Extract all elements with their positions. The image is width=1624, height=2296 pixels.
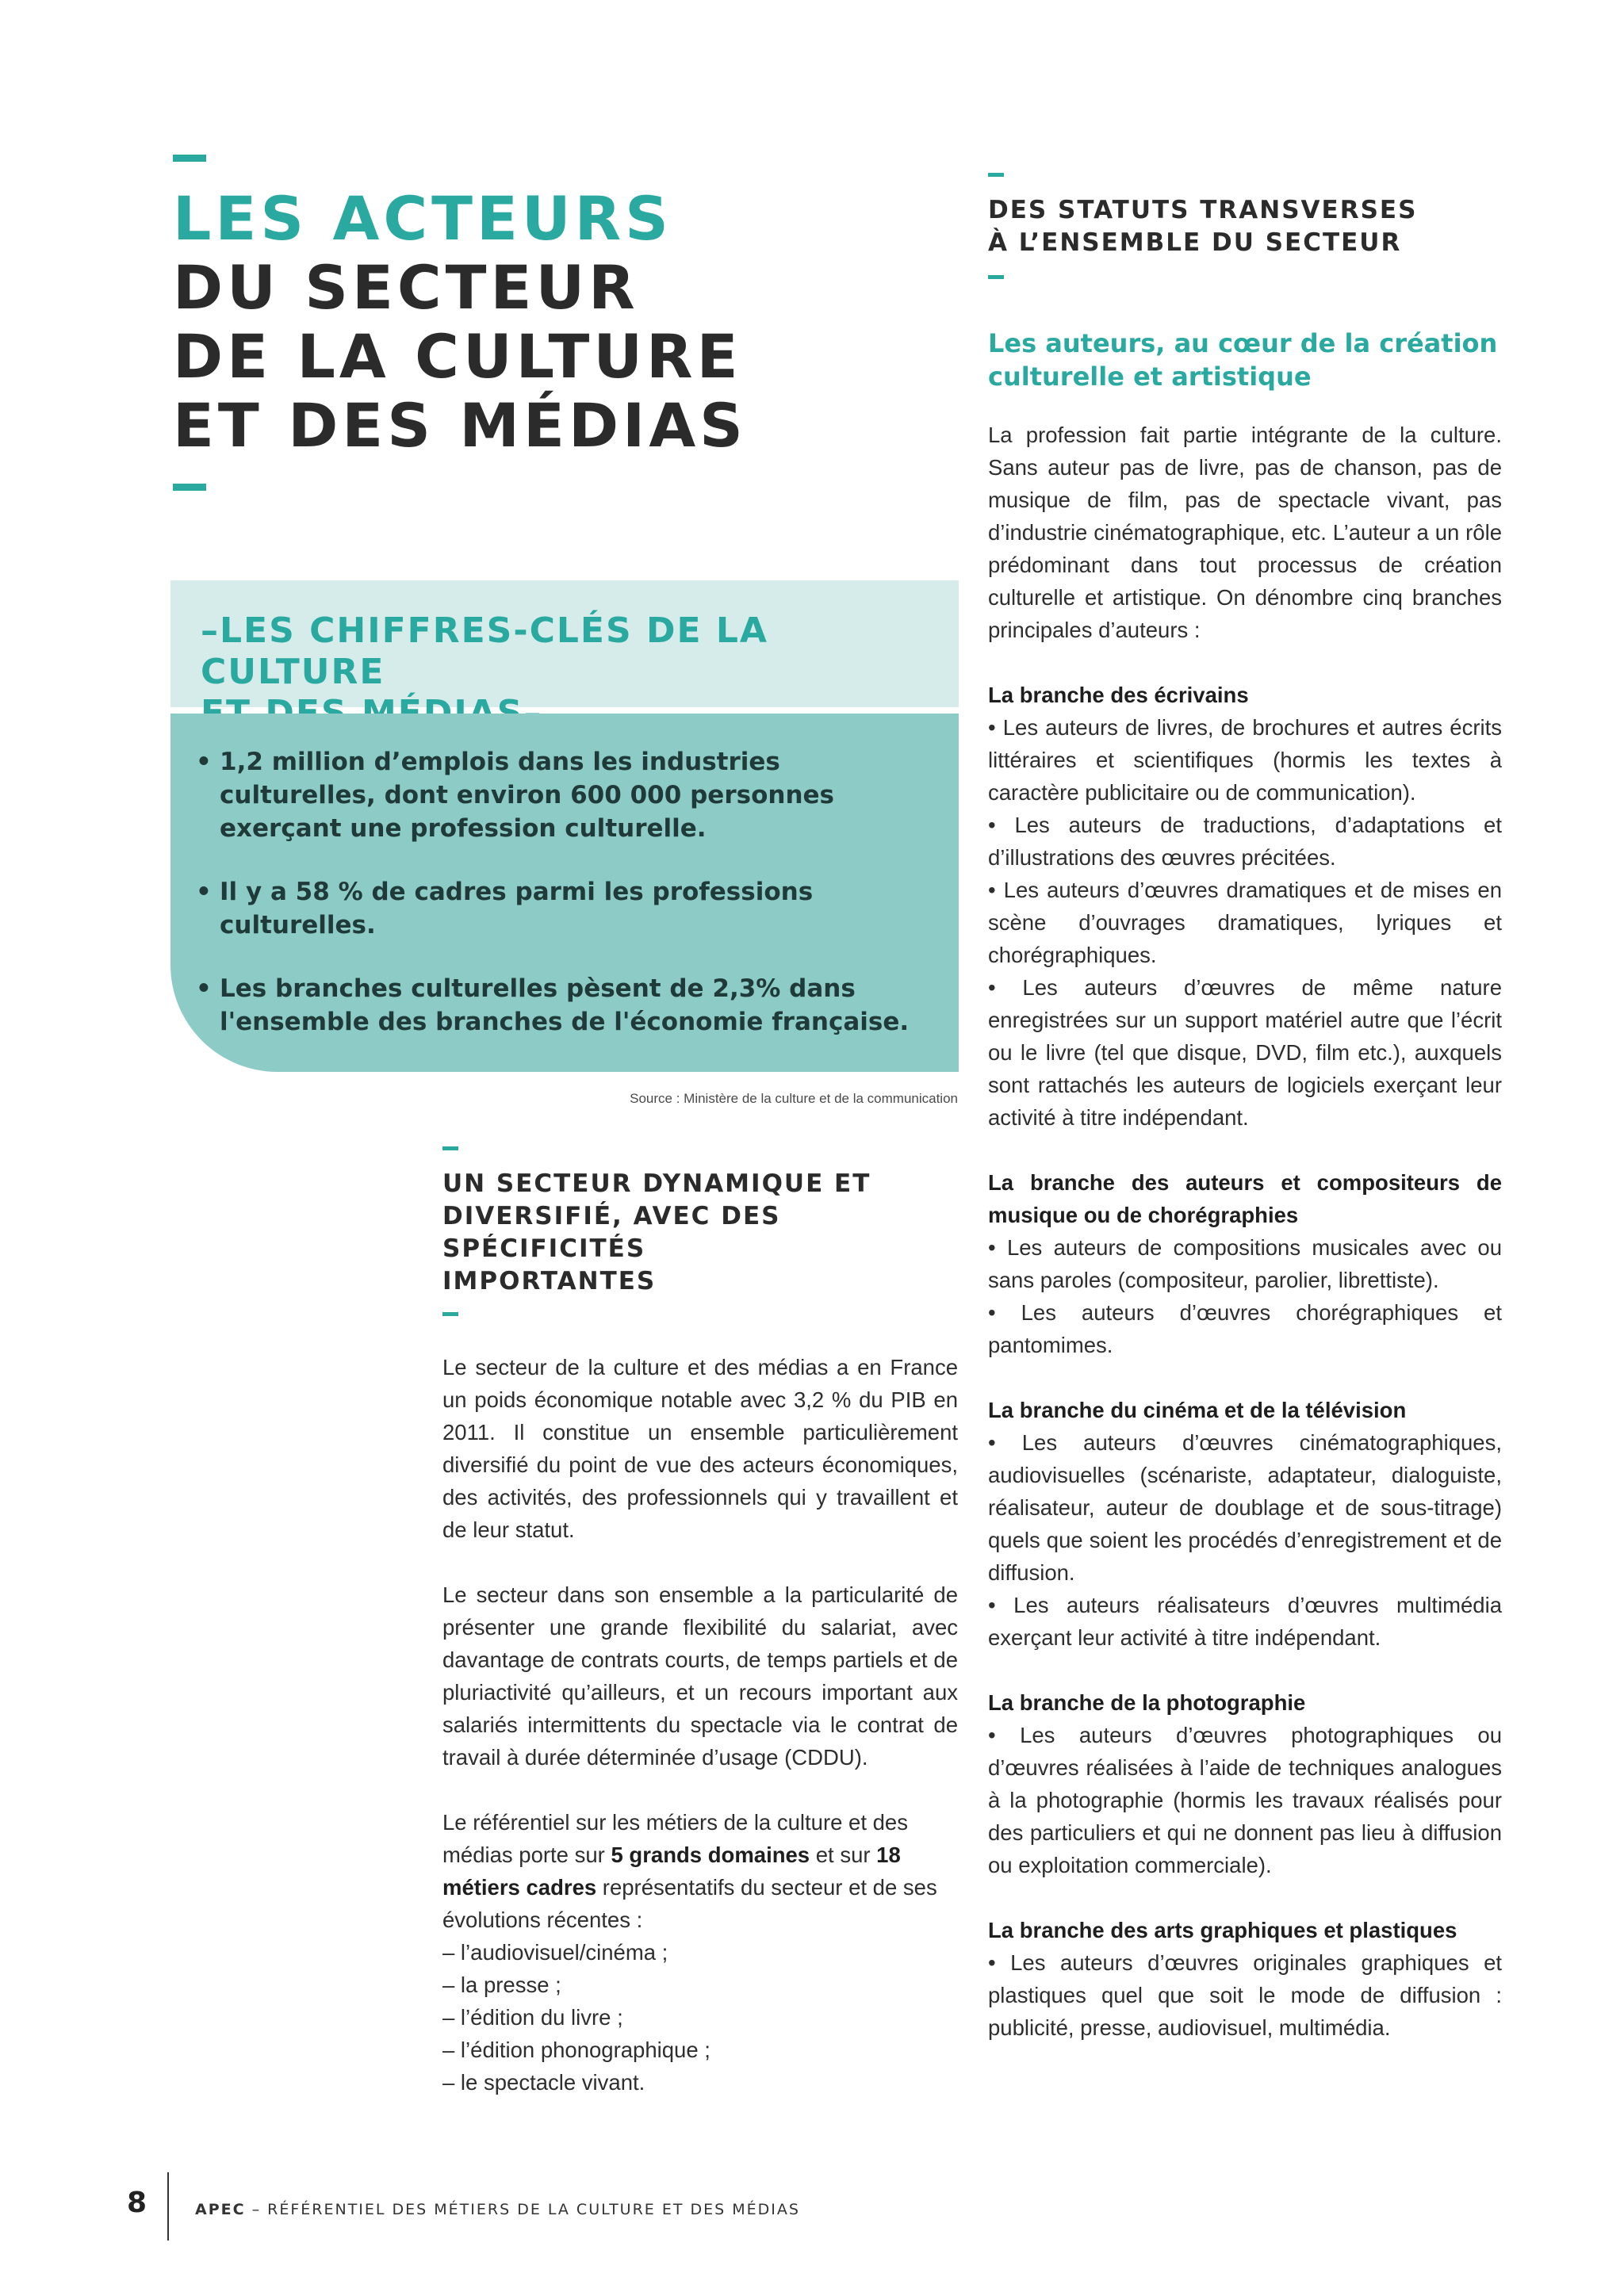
key-figure-text: 1,2 million d’emplois dans les industries culturelles, dont environ 600 000 personnes exerçant une profession culturelle. [220,748,834,843]
branch-cinema-tv [988,1394,1502,1654]
title-line-1: LES ACTEURS [173,183,672,254]
sector-section [442,1146,958,2099]
key-figures-header [170,580,959,707]
title-line-2: DU SECTEUR [173,252,639,323]
branch-item: • Les auteurs d’œuvres de même nature enregistrées sur un support matériel autre que l’écrit ou le livre (tel que disque, DVD, film etc.), auxquels sont rattachés les auteurs de logiciels exerçant leur activité à titre indépendant. [988,975,1502,1130]
bullet-icon: • [196,878,212,906]
branch-title: La branche de la photographie [988,1690,1306,1715]
branch-item: • Les auteurs d’œuvres photographiques ou d’œuvres réalisées à l’aide de techniques analogues à la photographie (hormis les travaux réalisés pour des particuliers et qui ne donnent pas lieu à diffusion ou exploitation commerciale). [988,1723,1502,1877]
domain-item: – le spectacle vivant. [442,2070,645,2095]
footer-divider [167,2172,169,2241]
highlight-jobs: 18 métiers cadres [442,1843,901,1900]
statuts-section [988,173,1502,2044]
sector-heading-line: DIVERSIFIÉ, AVEC DES SPÉCIFICITÉS [442,1202,781,1263]
title-line-3: DE LA CULTURE [173,321,742,392]
branch-title: La branche des arts graphiques et plastiques [988,1918,1457,1942]
branch-item: • Les auteurs de traductions, d’adaptations et d’illustrations des œuvres précitées. [988,813,1502,870]
statuts-heading [988,194,1502,259]
sector-paragraph-3 [442,1806,958,1936]
branch-item: • Les auteurs d’œuvres chorégraphiques et pantomimes. [988,1300,1502,1357]
footer-title: – RÉFÉRENTIEL DES MÉTIERS DE LA CULTURE ET DES MÉDIAS [245,2201,800,2218]
branch-writers [988,679,1502,1134]
authors-subheading: Les auteurs, au cœur de la création culturelle et artistique [988,328,1498,392]
text-span: représentatifs du secteur et de ses évolutions récentes : [442,1875,937,1932]
sector-body [442,1351,958,2099]
key-figures-source: Source : Ministère de la culture et de la communication [630,1091,958,1106]
sector-paragraph-1: Le secteur de la culture et des médias a en France un poids économique notable avec 3,2 % du PIB en 2011. Il constitue un ensemble particulièrement diversifié du point de vue des acteurs économiques, des activités, des professionnels qui y travaillent et de leur statut. [442,1355,958,1542]
key-figures-box [170,714,959,1072]
text-span: et sur [810,1843,877,1867]
statuts-dash-top [988,173,1004,177]
sector-heading [442,1168,958,1298]
branch-item: • Les auteurs réalisateurs d’œuvres multimédia exerçant leur activité à titre indépendant. [988,1593,1502,1650]
branch-item: • Les auteurs d’œuvres originales graphiques et plastiques quel que soit le mode de diffusion : publicité, presse, audiovisuel, multimédia. [988,1950,1502,2040]
branch-item: • Les auteurs de livres, de brochures et autres écrits littéraires et scientifiques (hormis les textes à caractère publicitaire ou de communication). [988,715,1502,805]
footer-brand: APEC [195,2201,246,2218]
sector-dash-bottom [442,1312,458,1316]
key-figure-item [196,745,927,845]
branch-item: • Les auteurs de compositions musicales avec ou sans paroles (compositeur, parolier, librettiste). [988,1235,1502,1292]
branch-title: La branche des écrivains [988,683,1249,707]
highlight-domains: 5 grands domaines [611,1843,810,1867]
domain-item: – l’édition phonographique ; [442,2038,710,2062]
sector-heading-line: UN SECTEUR DYNAMIQUE ET [442,1169,871,1198]
statuts-intro: La profession fait partie intégrante de la culture. Sans auteur pas de livre, pas de chanson, pas de musique de film, pas de spectacle vivant, pas d’industrie cinématographique, etc. L’auteur a un rôle prédominant dans tout processus de création culturelle et artistique. On dénombre cinq branches principales d’auteurs : [988,423,1502,642]
key-figure-text: Il y a 58 % de cadres parmi les professions culturelles. [220,878,814,939]
title-line-4: ET DES MÉDIAS [173,390,747,461]
branch-item: • Les auteurs d’œuvres cinématographiques, audiovisuelles (scénariste, adaptateur, dialoguiste, réalisateur, auteur de doublage et de sous-titrage) quels que soient les procédés d’enregistrement et de diffusion. [988,1430,1502,1585]
key-figures-list [196,745,927,1039]
branch-music [988,1166,1502,1361]
footer-running-title [195,2201,800,2218]
text-span: Le référentiel sur les métiers de la culture et des médias porte sur [442,1810,908,1867]
domain-item: – la presse ; [442,1973,561,1997]
statuts-heading-line: À L’ENSEMBLE DU SECTEUR [988,228,1402,257]
title-block [173,155,747,491]
sector-paragraph-2: Le secteur dans son ensemble a la particularité de présenter une grande flexibilité du salariat, avec davantage de contrats courts, de temps partiels et de pluriactivité qu’ailleurs, et un recours important aux salariés intermittents du spectacle via le contrat de travail à durée déterminée d’usage (CDDU). [442,1582,958,1770]
domain-item: – l’édition du livre ; [442,2005,623,2030]
branch-title: La branche du cinéma et de la télévision [988,1398,1407,1422]
bullet-icon: • [196,974,212,1003]
statuts-dash-bottom [988,275,1004,279]
key-figure-item [196,972,927,1039]
domain-item: – l’audiovisuel/cinéma ; [442,1940,668,1965]
branch-item: • Les auteurs d’œuvres dramatiques et de mises en scène d’ouvrages dramatiques, lyriques et chorégraphiques. [988,878,1502,967]
sector-dash-top [442,1146,458,1150]
key-figures-heading-line-1: –LES CHIFFRES-CLÉS DE LA CULTURE [201,610,768,692]
statuts-body [988,419,1502,2044]
branch-photography [988,1686,1502,1881]
title-dash-top [173,155,206,162]
sector-heading-line: IMPORTANTES [442,1267,657,1295]
page-number: 8 [127,2187,147,2219]
key-figure-text: Les branches culturelles pèsent de 2,3% dans l'ensemble des branches de l'économie française. [220,974,910,1036]
bullet-icon: • [196,748,212,776]
branch-graphic-arts [988,1914,1502,2044]
branch-title: La branche des auteurs et compositeurs de musique ou de chorégraphies [988,1170,1502,1227]
statuts-heading-line: DES STATUTS TRANSVERSES [988,196,1418,224]
key-figure-item [196,875,927,942]
title-dash-bottom [173,484,206,491]
